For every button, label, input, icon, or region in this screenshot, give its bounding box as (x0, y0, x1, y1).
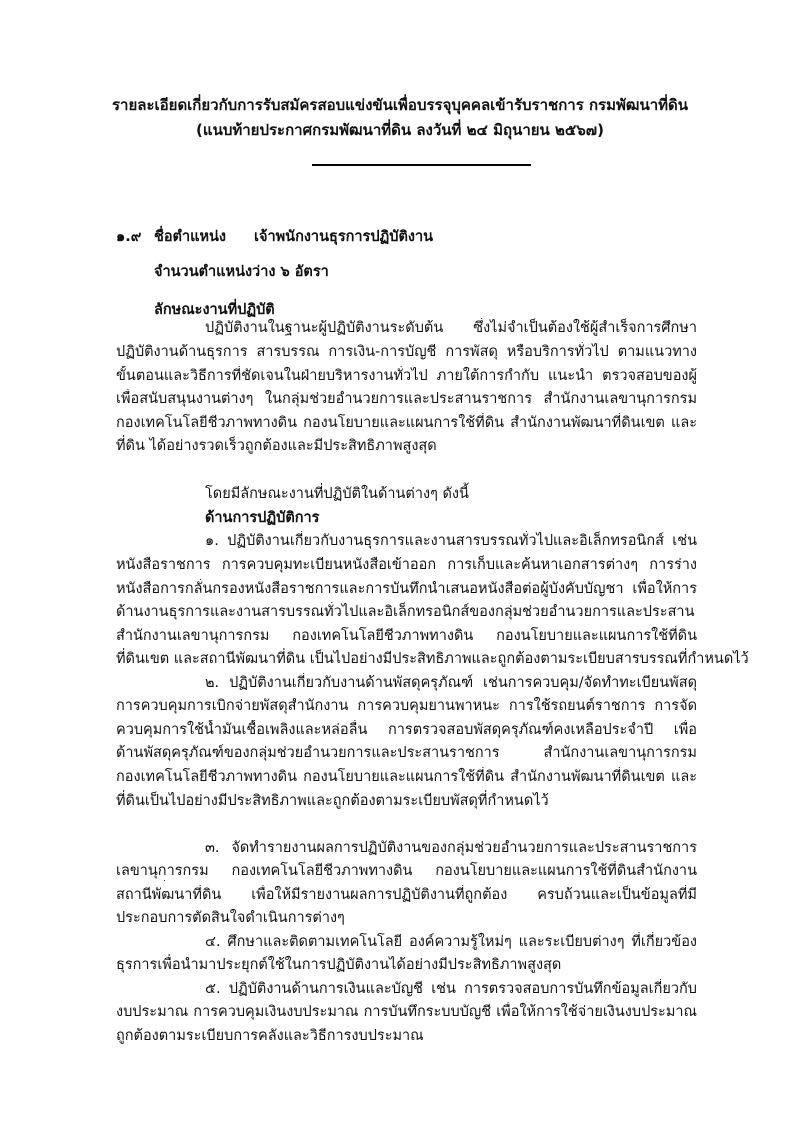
paragraph-line: ธุรการเพื่อนำมาประยุกต์ใช้ในการปฏิบัติงานได้อย่างมีประสิทธิภาพสูงสุด (116, 957, 562, 973)
paragraph-line: ปฏิบัติงานในฐานะผู้ปฏิบัติงานระดับต้น ซึ่งไม่จำเป็นต้องใช้ผู้สำเร็จการศึกษา (205, 320, 697, 336)
paragraph-line: ๒. ปฏิบัติงานเกี่ยวกับงานด้านพัสดุครุภัณฑ์ เช่นการควบคุม/จัดทำทะเบียนพัสดุ (205, 675, 697, 691)
paragraph-line: ควบคุมการใช้น้ำมันเชื้อเพลิงและหล่อลื่น การตรวจสอบพัสดุครุภัณฑ์คงเหลือประจำปี เพื่อ (116, 722, 697, 738)
paragraph-line: สำนักงานเลขานุการกรม กองเทคโนโลยีชีวภาพทางดิน กองนโยบายและแผนการใช้ที่ดิน (116, 628, 697, 644)
paragraph-line: ๑. ปฏิบัติงานเกี่ยวกับงานธุรการและงานสารบรรณทั่วไปและอิเล็กทรอนิกส์ เช่น (205, 533, 697, 549)
section-heading: ด้านการปฏิบัติการ (205, 510, 320, 526)
paragraph-line: ขั้นตอนและวิธีการที่ชัดเจนในฝ่ายบริหารงานทั่วไป ภายใต้การกำกับ แนะนำ ตรวจสอบของผู้ (116, 368, 697, 384)
paragraph-line: โดยมีลักษณะงานที่ปฏิบัติในด้านต่างๆ ดังนี้ (205, 486, 469, 502)
document-title: รายละเอียดเกี่ยวกับการรับสมัครสอบแข่งขันเพื่อบรรจุบุคคลเข้ารับราชการ กรมพัฒนาที่ดิน (112, 96, 688, 114)
duties-heading: ลักษณะงานที่ปฏิบัติ (154, 302, 275, 318)
paragraph-line: ๓. จัดทำรายงานผลการปฏิบัติงานของกลุ่มช่วยอำนวยการและประสานราชการ (205, 840, 697, 856)
paragraph-line: กองเทคโนโลยีชีวภาพทางดิน กองนโยบายและแผนการใช้ที่ดิน สำนักงานพัฒนาที่ดินเขต และ (116, 769, 697, 785)
paragraph-line: ถูกต้องตามระเบียบการคลังและวิธีการงบประมาณ (116, 1028, 424, 1044)
paragraph-line: สถานีพัฒนาที่ดิน เพื่อให้มีรายงานผลการปฏิบัติงานที่ถูกต้อง ครบถ้วนและเป็นข้อมูลที่มี (116, 887, 697, 903)
position-label: ชื่อตำแหน่ง (154, 229, 227, 245)
paragraph-line: ประกอบการตัดสินใจดำเนินการต่างๆ (116, 910, 345, 926)
paragraph-line: ๔. ศึกษาและติดตามเทคโนโลยี องค์ความรู้ใหม่ๆ และระเบียบต่างๆ ที่เกี่ยวข้อง (205, 934, 697, 950)
paragraph-line: กองเทคโนโลยีชีวภาพทางดิน กองนโยบายและแผนการใช้ที่ดิน สำนักงานพัฒนาที่ดินเขต และ (116, 415, 697, 431)
paragraph-line: หนังสือราชการ การควบคุมทะเบียนหนังสือเข้าออก การเก็บและค้นหาเอกสารต่างๆ การร่าง (116, 557, 697, 573)
paragraph-line: ด้านพัสดุครุภัณฑ์ของกลุ่มช่วยอำนวยการและประสานราชการ สำนักงานเลขานุการกรม (116, 745, 697, 761)
document-subtitle: (แนบท้ายประกาศกรมพัฒนาที่ดิน ลงวันที่ ๒๔ มิถุนายน ๒๕๖๗) (196, 121, 604, 139)
position-name: เจ้าพนักงานธุรการปฏิบัติงาน (254, 229, 434, 245)
paragraph-line: ที่ดิน ได้อย่างรวดเร็วถูกต้องและมีประสิทธิภาพสูงสุด (116, 438, 437, 454)
paragraph-line: ที่ดินเขต และสถานีพัฒนาที่ดิน เป็นไปอย่างมีประสิทธิภาพและถูกต้องตามระเบียบสารบรรณที่กำหนดไว้ (116, 651, 749, 667)
paragraph-line: เลขานุการกรม กองเทคโนโลยีชีวภาพทางดิน กองนโยบายและแผนการใช้ที่ดินสำนักงาน (116, 863, 697, 879)
paragraph-line: ๕. ปฏิบัติงานด้านการเงินและบัญชี เช่น การตรวจสอบการบันทึกข้อมูลเกี่ยวกับ (205, 981, 697, 997)
paragraph-line: งบประมาณ การควบคุมเงินงบประมาณ การบันทึกระบบบัญชี เพื่อให้การใช้จ่ายเงินงบประมาณ (116, 1004, 697, 1020)
position-number: ๑.๙ (116, 229, 142, 245)
vacancies: จำนวนตำแหน่งว่าง ๖ อัตรา (154, 264, 329, 280)
paragraph-line: หนังสือการกลั่นกรองหนังสือราชการและการบันทึกนำเสนอหนังสือต่อผู้บังคับบัญชา เพื่อให้การ (116, 581, 697, 597)
title-divider (312, 164, 531, 166)
paragraph-line: ด้านงานธุรการและงานสารบรรณทั่วไปและอิเล็กทรอนิกส์ของกลุ่มช่วยอำนวยการและประสาน (116, 604, 695, 620)
paragraph-line: การควบคุมการเบิกจ่ายพัสดุสำนักงาน การควบคุมยานพาหนะ การใช้รถยนต์ราชการ การจัด (116, 698, 697, 714)
paragraph-line: ปฏิบัติงานด้านธุรการ สารบรรณ การเงิน-การบัญชี การพัสดุ หรือบริการทั่วไป ตามแนวทาง (116, 344, 697, 360)
paragraph-line: ที่ดินเป็นไปอย่างมีประสิทธิภาพและถูกต้องตามระเบียบพัสดุที่กำหนดไว้ (116, 793, 549, 809)
paragraph-line: เพื่อสนับสนุนงานต่างๆ ในกลุ่มช่วยอำนวยการและประสานราชการ สำนักงานเลขานุการกรม (116, 391, 697, 407)
